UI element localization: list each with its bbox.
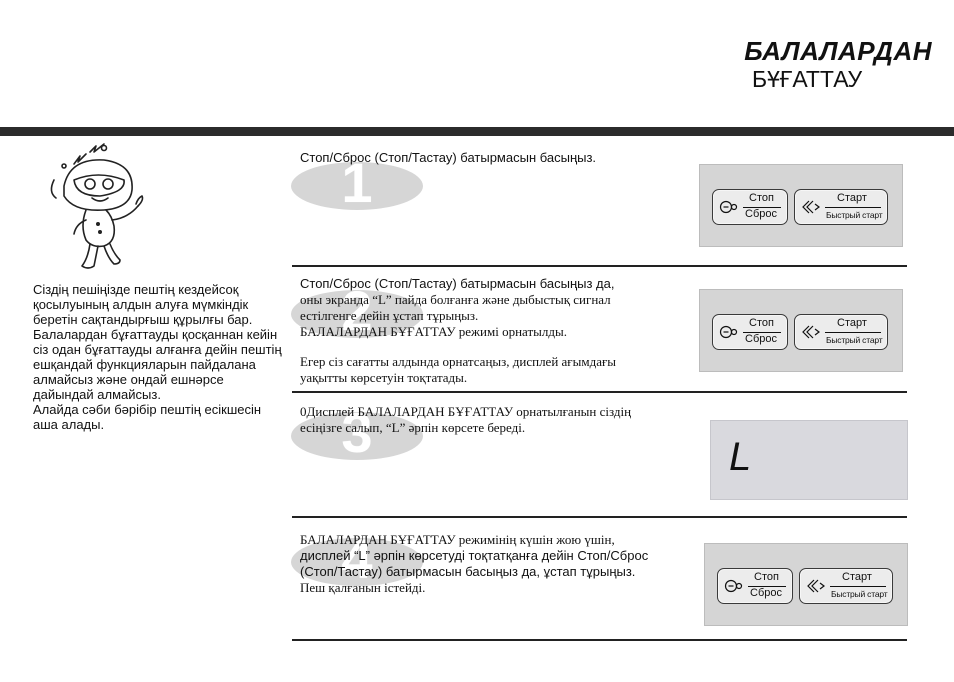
stop-reset-button: Стоп Сброс [712,189,788,225]
stop-icon [719,324,739,340]
intro-text [33,282,283,432]
step-number-badge: 1 [291,152,423,212]
start-icon [801,324,821,340]
step-number-badge: 4 [291,528,423,588]
stop-reset-button: Стоп Сброс [712,314,788,350]
section-divider [292,391,907,393]
start-button: Старт Быстрый старт [794,314,888,350]
start-icon [801,199,821,215]
stop-reset-button: Стоп Сброс [717,568,793,604]
stop-icon [724,578,744,594]
stop-icon [719,199,739,215]
step-1-text: Стоп/Сброс (Стоп/Тастау) батырмасын басыңыз. [300,150,597,165]
control-panel-illustration [704,543,908,626]
control-panel-illustration [699,289,903,372]
start-button: Старт Быстрый старт [794,189,888,225]
section-divider [292,265,907,267]
oven-display [710,420,908,500]
section-divider [292,639,907,641]
page-subtitle: БҰҒАТТАУ [752,66,863,92]
step-4-text: БАЛАЛАРДАН БҰҒАТТАУ режимінің күшін жою үшін, дисплей “L” әрпін көрсетуді тоқтатқанға дейін Стоп/Сброс (Стоп/Тастау) батырмасын басыңыз да, ұстап тұрыңыз. Пеш қалғанын істейді. [300,532,649,595]
step-2-text: Стоп/Сброс (Стоп/Тастау) батырмасын басыңыз да, оны экранда “L” пайда болғанға және дыбыстық сигнал естілгенге дейін ұстап тұрыңыз. БАЛАЛАРДАН БҰҒАТТАУ режимі орнатылды. Егер сіз сағатты алдында орнатсаңыз, дисплей ағымдағы уақытты көрсетуін тоқтатады. [300,276,617,385]
start-icon [806,578,826,594]
child-mascot-illustration [34,140,164,275]
header-divider-bar [0,127,954,136]
control-panel-illustration [699,164,903,247]
display-lock-indicator: L [729,435,752,479]
intro-paragraph: Алайда сәби бәрібір пештің есікшесін аша алады. [33,402,262,432]
step-number-badge: 3 [291,402,423,462]
step-number-badge: 2 [291,280,423,340]
page-title: БАЛАЛАРДАН [744,36,932,66]
intro-paragraph: Сіздің пешіңізде пештің кездейсоқ қосылуының алдын алуға мүмкіндік беретін сақтандырғыш құрылғы бар. Балалардан бұғаттауды қосқаннан кейін сіз одан бұғаттауды алғанға дейін пештің ешқандай функцияларын пайдалана алмайсыз және ондай ешнәрсе дайындай алмайсыз. [33,282,282,402]
step-3-text: 0Дисплей БАЛАЛАРДАН БҰҒАТТАУ орнатылғанын сіздің есіңізге салып, “L” әрпін көрсете береді. [300,404,632,435]
section-divider [292,516,907,518]
start-button: Старт Быстрый старт [799,568,893,604]
